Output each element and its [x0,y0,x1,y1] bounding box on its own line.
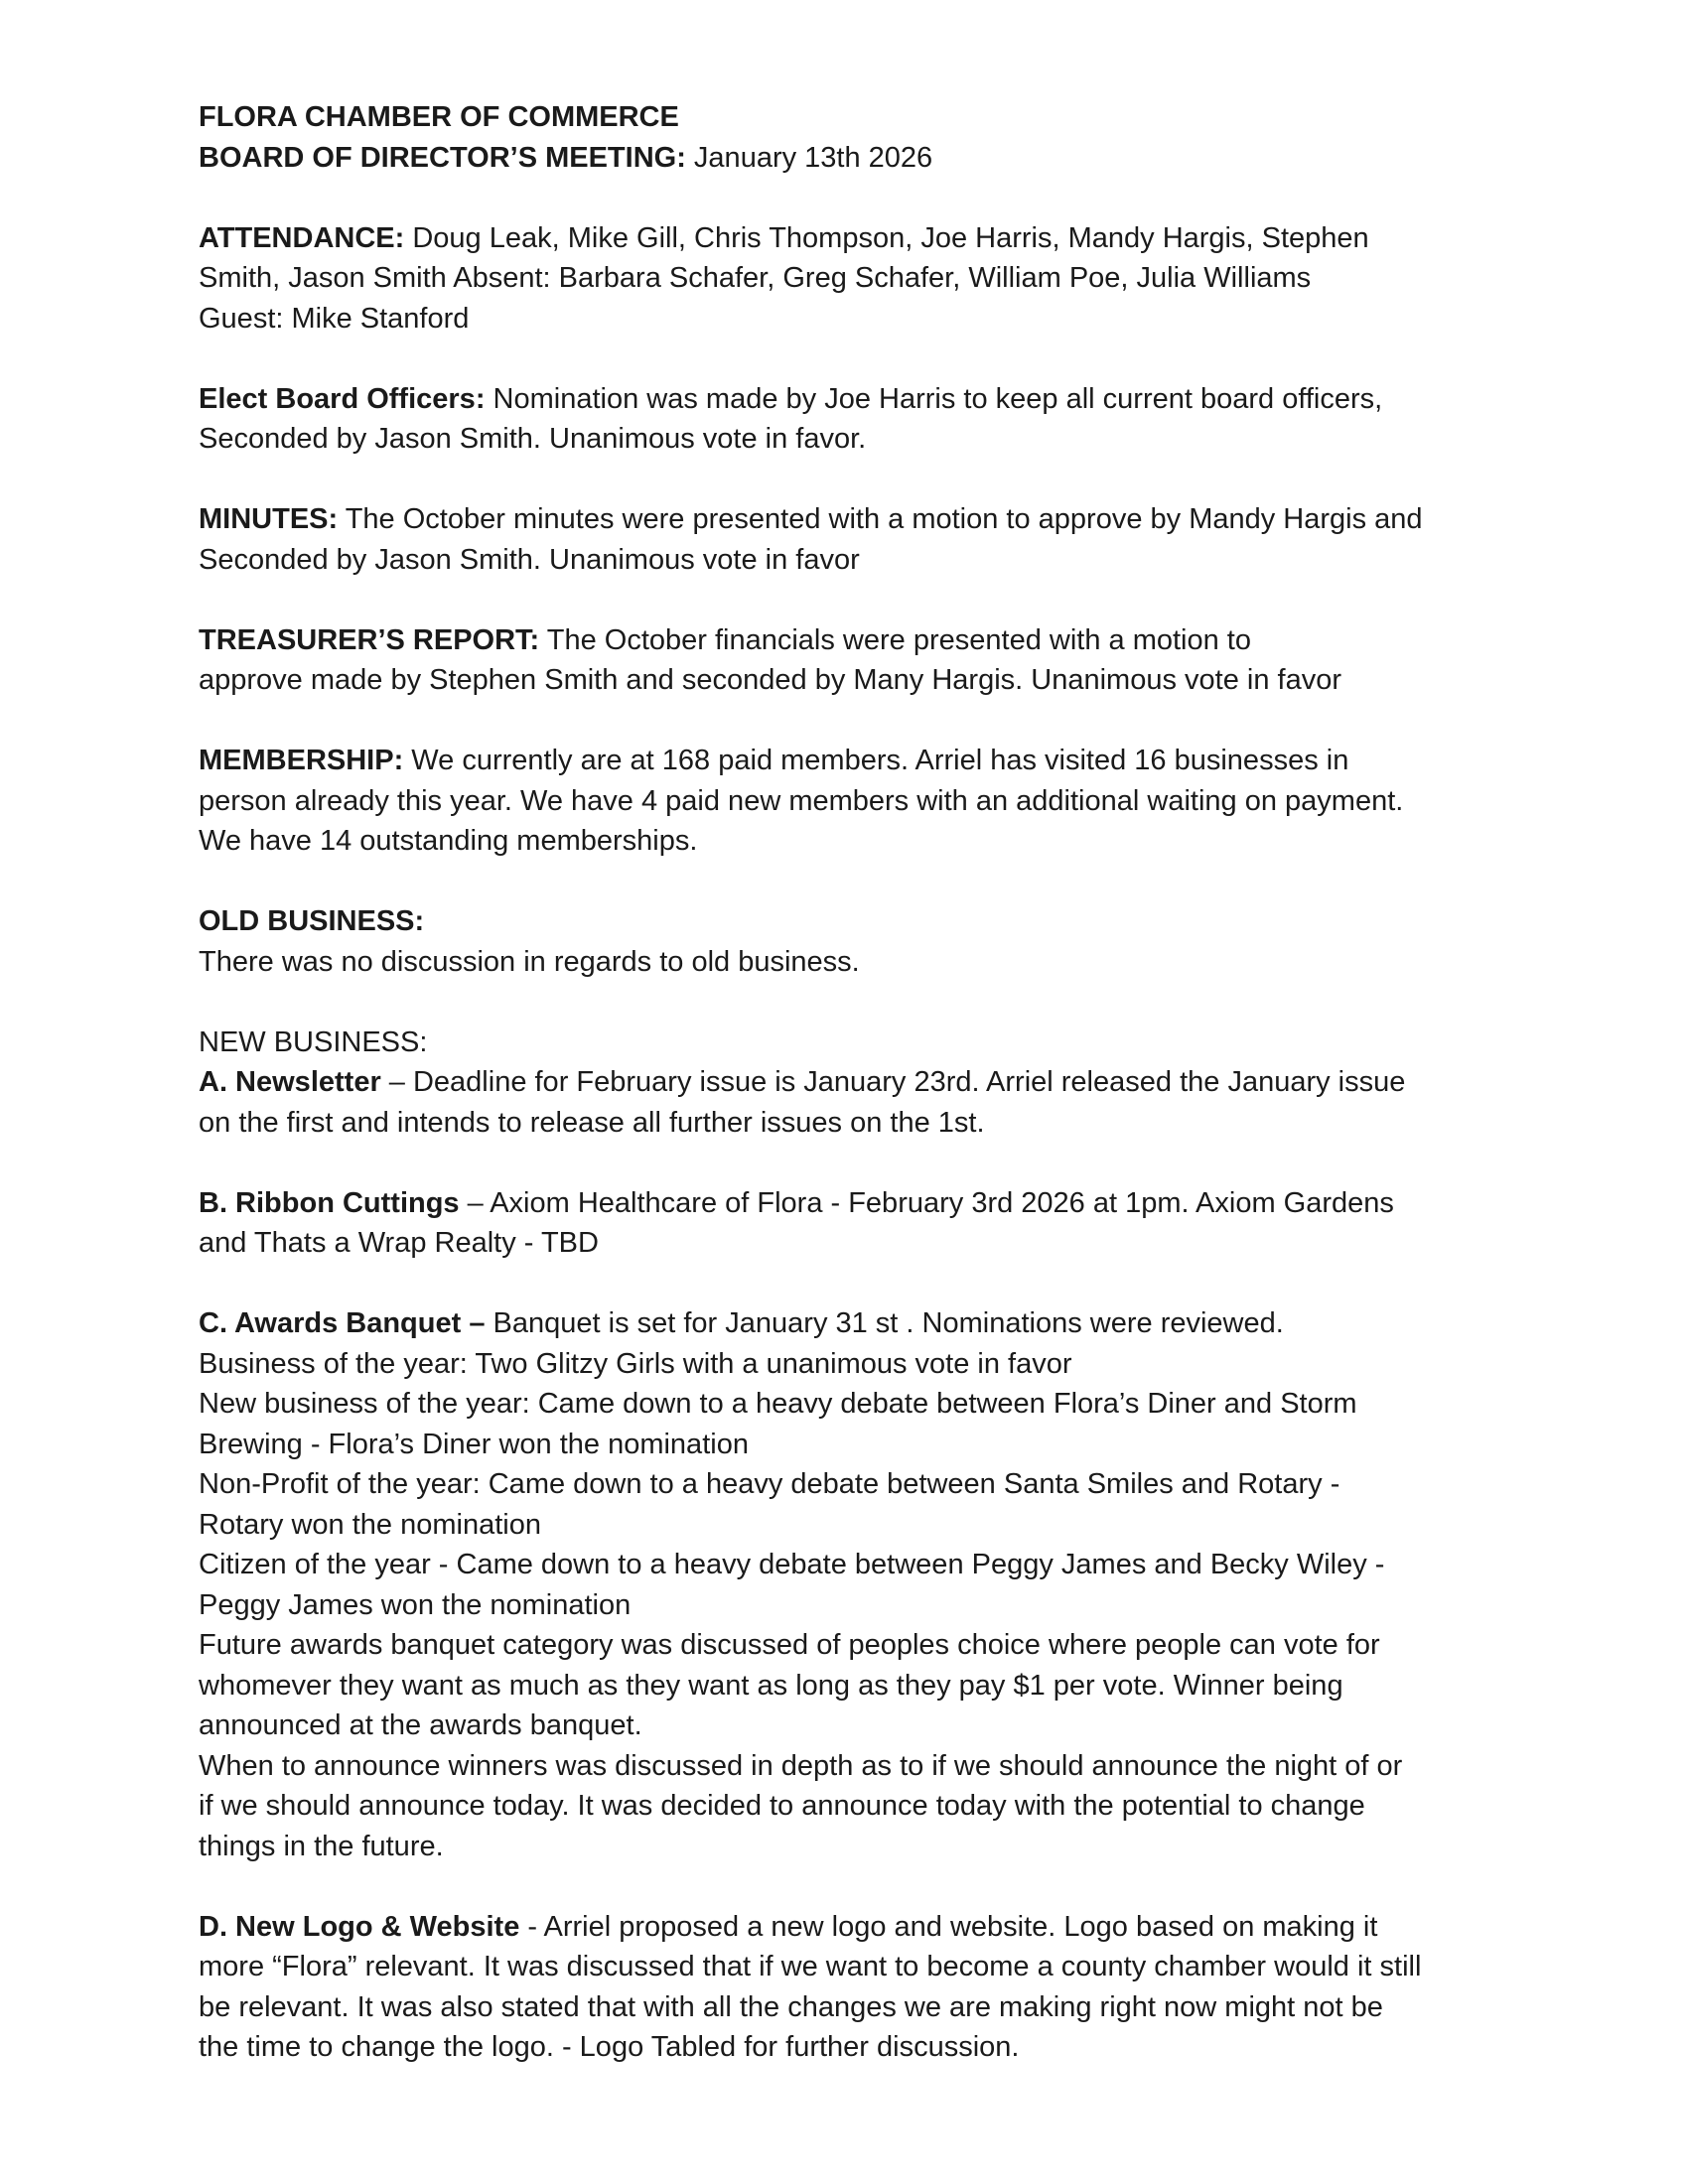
elect-label: Elect Board Officers: [199,382,486,415]
membership-section: MEMBERSHIP: We currently are at 168 paid members. Arriel has visited 16 businesses in person already this year. We have 4 paid new members with an additional waiting on payment. We have 14 outstanding memberships. [199,745,1404,857]
membership-label: MEMBERSHIP: [199,745,404,776]
awards-banquet-item: C. Awards Banquet – Banquet is set for January 31 st . Nominations were reviewed. [199,1307,1284,1339]
ribbon-cuttings-item: B. Ribbon Cuttings – Axiom Healthcare of Flora - February 3rd 2026 at 1pm. Axiom Gardens [199,1186,1394,1219]
attendance-label: ATTENDANCE: [199,221,405,254]
meeting-heading [199,138,1499,179]
new-logo-website-item: D. New Logo & Website - Arriel proposed a new logo and website. Logo based on making it [199,1910,1378,1943]
org-title: FLORA CHAMBER OF COMMERCE [199,101,679,133]
minutes-section: MINUTES: The October minutes were presented with a motion to approve by Mandy Hargis and Seconded by Jason Smith. Unanimous vote in favor [199,503,1423,576]
meeting-label: BOARD OF DIRECTOR’S MEETING: [199,141,686,174]
attendance-section: ATTENDANCE: Doug Leak, Mike Gill, Chris Thompson, Joe Harris, Mandy Hargis, Stephen Smith, Jason Smith Absent: Barbara Schafer, Greg Schafer, William Poe, Julia Williams Guest: Mike Stanford [199,221,1369,335]
old-business-label: OLD BUSINESS: [199,905,425,937]
new-business-label: NEW BUSINESS: [199,1025,428,1058]
newsletter-item: A. Newsletter – Deadline for February issue is January 23rd. Arriel released the January issue [199,1066,1406,1098]
treasurer-label: TREASURER’S REPORT: [199,623,540,656]
minutes-label: MINUTES: [199,503,339,535]
minutes-document [199,97,1499,2068]
old-business-section: OLD BUSINESS: There was no discussion in regards to old business. [199,905,860,978]
elect-officers-section: Elect Board Officers: Nomination was made by Joe Harris to keep all current board officers, Seconded by Jason Smith. Unanimous vote in favor. [199,382,1383,455]
treasurer-section: TREASURER’S REPORT: The October financials were presented with a motion to approve made by Stephen Smith and seconded by Many Hargis. Unanimous vote in favor [199,623,1341,696]
new-business-section: NEW BUSINESS: A. Newsletter – Deadline for February issue is January 23rd. Arriel released the January issue on the first and intends to release all further issues on the 1st. B. Ribbon Cuttings – Axiom Healthcare of Flora - February 3rd 2026 at 1pm. Axiom Gardens and Thats a Wrap Realty - TBD C. Awards Banquet – Banquet is set for January 31 st . Nominations were reviewed. Business of the year: Two Glitzy Girls with a unanimous vote in favor New business of the year: Came down to a heavy debate between Flora’s Diner and Storm Brewing - Flora’s Diner won the nomination Non-Profit of the year: Came down to a heavy debate between Santa Smiles and Rotary - Rotary won the nomination Citizen of the year - Came down to a heavy debate between Peggy James and Becky Wiley - Peggy James won the nomination Future awards banquet category was discussed of peoples choice where people can vote for whomever they want as much as they want as long as they pay $1 per vote. Winner being announced at the awards banquet. When to announce winners was discussed in depth as to if we should announce the night of or if we should announce today. It was decided to announce today with the potential to change things in the future. D. New Logo & Website - Arriel proposed a new logo and website. Logo based on making it more “Flora” relevant. It was discussed that if we want to become a county chamber would it still be relevant. It was also stated that with all the changes we are making right now might not be the time to change the logo. - Logo Tabled for further discussion. [199,1023,1499,2068]
meeting-date: January 13th 2026 [685,141,933,174]
